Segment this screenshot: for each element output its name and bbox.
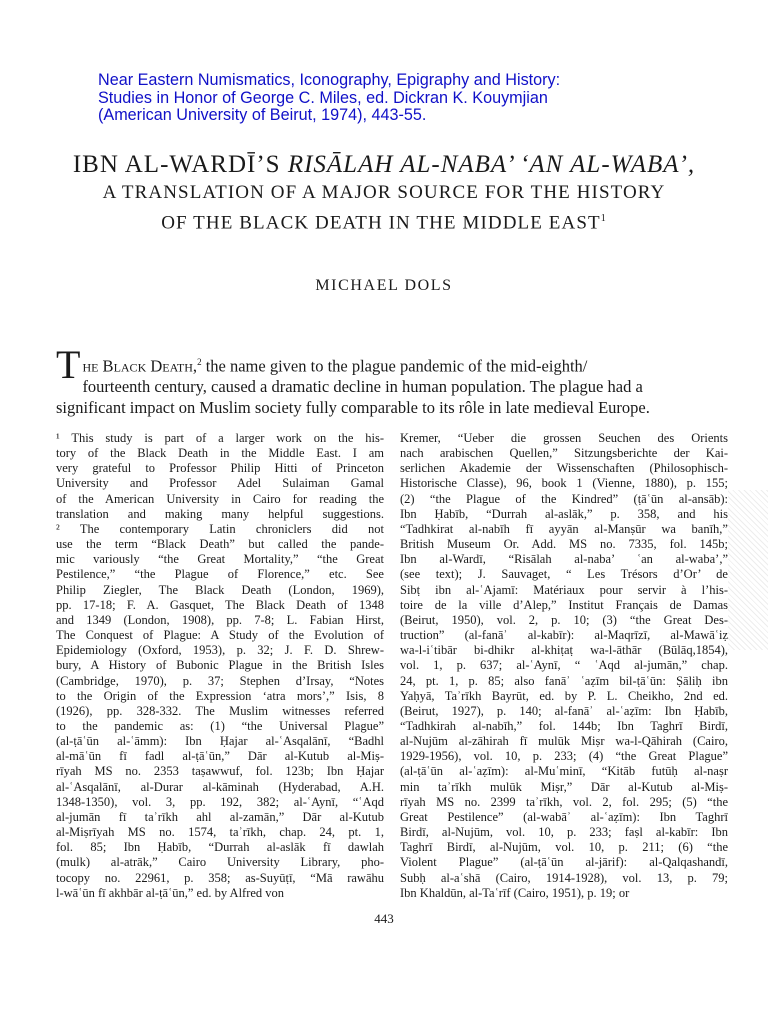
footnote-line: (Beirut, 1927), p. 140; al-fanāʾ al-ʿaẓīm: Ibn Ḥabīb, (400, 703, 728, 718)
footnote-line: Birdī, al-Nujūm, vol. 10, p. 233; faṣl al-kabīr: Ibn (400, 825, 728, 840)
footnote-line: al-Nujūm al-zāhirah fī mulūk Miṣr wa-l-Qāhirah (Cairo, (400, 734, 728, 749)
citation-line: Studies in Honor of George C. Miles, ed. Dickran K. Kouymjian (98, 88, 548, 107)
footnote-line: to the pandemic as: (1) “the Universal Plague” (56, 718, 384, 733)
footnote-line: Pestilence,” “the Plague of Florence,” etc. See (56, 567, 384, 582)
footnote-line: and 1349 (London, 1908), pp. 7-8; L. Fabian Hirst, (56, 612, 384, 627)
footnote-line: (Beirut, 1950), vol. 2, p. 10; (3) “the Great Des- (400, 612, 728, 627)
footnote-line: British Museum Or. Add. MS no. 7335, fol. 145b; (400, 537, 728, 552)
author-name: MICHAEL DOLS (315, 277, 453, 294)
intro-line: fourteenth century, caused a dramatic decline in human population. The plague had a (82, 377, 643, 396)
footnote-line: rīyah MS no. 2353 taṣawwuf, fol. 123b; Ibn Ḥajar (56, 764, 384, 779)
footnote-line: bury, A History of Bubonic Plague in the British Isles (56, 658, 384, 673)
footnote-line: fol. 85; Ibn Ḥabīb, “Durrah al-aslāk fī dawlah (56, 840, 384, 855)
article-title (20, 150, 748, 236)
footnote-line: Ibn Ḥabīb, “Durrah al-aslāk,” p. 358, and his (400, 506, 728, 521)
footnote-line: wa-l-iʿtibār bi-dhikr al-khiṭaṭ wa-l-āthār (Būlāq,1854), (400, 643, 728, 658)
page-number: 443 (374, 911, 394, 926)
footnote-line: Kremer, “Ueber die grossen Seuchen des Orients (400, 431, 728, 445)
footnote-line: (al-ṭāʿūn al-ʿaẓīm): al-Muʿminī, “Kitāb futūḥ al-naṣr (400, 764, 728, 779)
citation-header (98, 72, 718, 125)
citation-line: (American University of Beirut, 1974), 443-55. (98, 106, 427, 124)
footnote-line: mic variously “the Great Mortality,” “the Great (56, 552, 384, 567)
footnote-line: Yaḥyā, Taʾrīkh Bayrūt, ed. by P. L. Cheikho, 2nd ed. (400, 688, 728, 703)
scan-speckle (728, 490, 768, 650)
footnote-line: Ibn al-Wardī, “Risālah al-naba’ ʿan al-waba’,” (400, 552, 728, 567)
citation-line: Near Eastern Numismatics, Iconography, Epigraphy and History: (98, 71, 561, 89)
footnote-line: ¹ This study is part of a larger work on the his- (56, 431, 384, 445)
footnote-line: Historische Classe), 96, book 1 (Vienne, 1880), p. 155; (400, 476, 728, 491)
intro-smallcaps: he Black Death, (82, 356, 198, 376)
intro-line: significant impact on Muslim society fully comparable to its rôle in late medieval Europe. (56, 397, 650, 417)
title-line-1 (20, 150, 748, 180)
footnote-line: serlichen Akademie der Wissenschaften (Philosophisch- (400, 461, 728, 476)
intro-paragraph (56, 342, 736, 418)
footnote-line: l-wāʿūn fī akhbār al-ṭāʿūn,” ed. by Alfred von (56, 885, 285, 900)
footnote-line: Subḥ al-aʿshā (Cairo, 1914-1928), vol. 13, p. 79; (400, 870, 728, 885)
footnote-line: truction” (al-fanāʾ al-kabīr): al-Maqrīzī, al-Mawāʿiẓ (400, 628, 728, 643)
footnote-line: “Tadhkirah al-nabīh,” fol. 144b; Ibn Taghrī Birdī, (400, 718, 728, 733)
title-line-3-text: OF THE BLACK DEATH IN THE MIDDLE EAST (161, 212, 601, 234)
intro-footnote-mark: 2 (197, 357, 202, 367)
footnotes-left-column (56, 431, 384, 901)
footnote-line: very grateful to Professor Philip Hitti of Princeton (56, 461, 384, 476)
intro-line (56, 352, 736, 377)
title-line-3 (20, 206, 748, 236)
footnote-line: Great Pestilence” (al-wabāʾ al-ʿaẓīm): Ibn Taghrī (400, 809, 728, 824)
footnote-line: (2) “the Plague of the Kindred” (ṭāʿūn al-ansāb): (400, 491, 728, 506)
footnote-line: Ibn Khaldūn, al-Taʿrīf (Cairo, 1951), p. 19; or (400, 885, 630, 900)
footnote-line: 24, pt. 1, p. 85; also fanāʾ ʿaẓīm bil-ṭāʿūn: Ṣāliḥ ibn (400, 673, 728, 688)
footnote-line: (1926), pp. 328-332. The Muslim witnesses referred (56, 703, 384, 718)
footnote-line: University and Professor Adel Sulaiman Gamal (56, 476, 384, 491)
title-footnote-mark: 1 (600, 213, 607, 224)
footnote-line: (see text); J. Sauvaget, “ Les Trésors d’Or’ de (400, 567, 728, 582)
footnote-line: 1348-1350), vol. 3, pp. 192, 382; al-ʿAynī, “ʿAqd (56, 794, 384, 809)
title-italic: RISĀLAH AL-NABA’ ‘AN AL-WABA’, (287, 151, 696, 178)
footnote-line: Sibṭ ibn al-ʿAjamī: Matériaux pour servir à l’his- (400, 582, 728, 597)
footnote-line: vol. 1, p. 637; al-ʿAynī, “ ʿAqd al-jumān,” chap. (400, 658, 728, 673)
footnote-line: “Tadhkirat al-nabīh fī ayyān al-Manṣūr wa banīh,” (400, 521, 728, 536)
footnote-line: tocopy no. 22961, p. 358; as-Suyūṭī, “Mā rawāhu (56, 870, 384, 885)
footnote-line: ² The contemporary Latin chroniclers did not (56, 521, 384, 536)
footnote-line: translation and making many helpful suggestions. (56, 506, 384, 521)
footnote-line: of the American University in Cairo for reading the (56, 491, 384, 506)
footnote-line: Taghrī Birdī, al-Nujūm, vol. 10, p. 211; (6) “the (400, 840, 728, 855)
footnote-line: 1929-1956), vol. 10, p. 233; (4) “the Great Plague” (400, 749, 728, 764)
footnote-line: al-Miṣrīyah MS no. 1574, taʾrīkh, chap. 24, pt. 1, (56, 825, 384, 840)
footnote-line: to the Origin of the Expression ‘atra mors’,” Isis, 8 (56, 688, 384, 703)
footnote-line: use the term “Black Death” but called the pande- (56, 537, 384, 552)
footnote-line: Philip Ziegler, The Black Death (London, 1969), (56, 582, 384, 597)
footnote-line: (mulk) al-atrāk,” Cairo University Library, pho- (56, 855, 384, 870)
footnote-line: al-ʿAsqalānī, al-Durar al-kāminah (Hyderabad, A.H. (56, 779, 384, 794)
intro-line-1-rest: the name given to the plague pandemic of the mid-eighth/ (201, 356, 588, 376)
footnotes-right-column (400, 431, 728, 901)
footnote-line: The Conquest of Plague: A Study of the Evolution of (56, 628, 384, 643)
footnote-line: Violent Plague” (al-ṭāʿūn al-jārif): al-Qalqashandī, (400, 855, 728, 870)
footnote-line: al-jumān fī taʾrīkh ahl al-zamān,” Dār al-Kutub (56, 809, 384, 824)
footnote-line: Epidemiology (Oxford, 1953), p. 32; J. F. D. Shrew- (56, 643, 384, 658)
footnote-line: (al-ṭāʿūn al-ʿāmm): Ibn Ḥajar al-ʿAsqalānī, “Badhl (56, 734, 384, 749)
footnote-line: tory of the Black Death in the Middle East. I am (56, 446, 384, 461)
title-line-2: A TRANSLATION OF A MAJOR SOURCE FOR THE HISTORY (102, 182, 666, 203)
footnote-line: pp. 17-18; F. A. Gasquet, The Black Death of 1348 (56, 597, 384, 612)
footnote-line: min taʾrīkh mulūk Miṣr,” Dār al-Kutub al-Miṣ- (400, 779, 728, 794)
title-prefix: IBN AL-WARDĪ’S (72, 151, 288, 178)
footnote-line: nach arabischen Quellen,” Sitzungsberichte der Kai- (400, 446, 728, 461)
footnote-line: rīyah MS no. 2399 taʾrīkh, vol. 2, fol. 295; (5) “the (400, 794, 728, 809)
drop-cap: T (56, 342, 81, 387)
footnote-line: al-māʿūn fī fadl al-ṭāʿūn,” Dār al-Kutub al-Miṣ- (56, 749, 384, 764)
footnote-line: (Cambridge, 1970), p. 37; Stephen d’Irsay, “Notes (56, 673, 384, 688)
footnote-line: toire de la ville d’Alep,” Institut Français de Damas (400, 597, 728, 612)
